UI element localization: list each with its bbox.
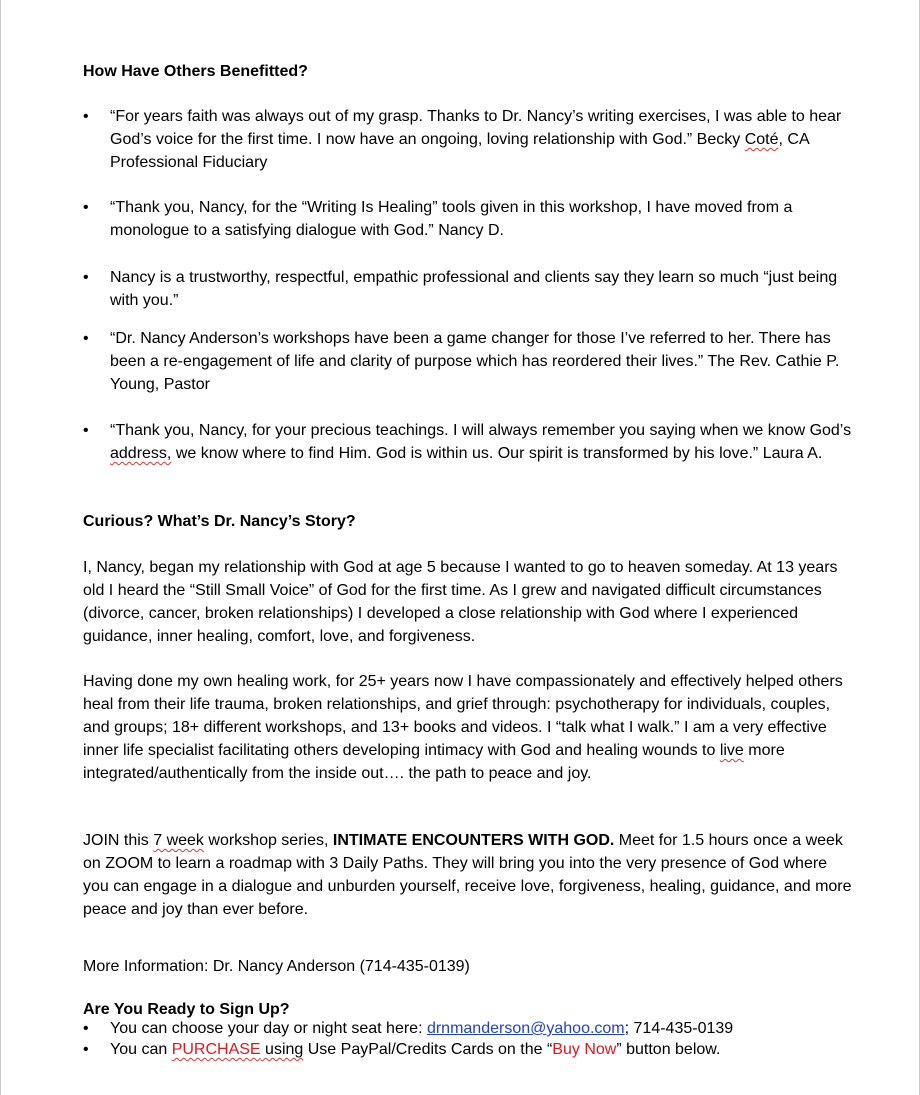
testimonial-text: “Thank you, Nancy, for the “Writing Is Healing” tools given in this workshop, I have moved from a monologue to a satisfying dialogue with God.” Nancy D.	[110, 199, 793, 239]
bullet: •	[83, 108, 89, 125]
bullet: •	[83, 199, 89, 216]
bullet: •	[83, 1041, 89, 1058]
buy-now-text: Buy Now	[552, 1041, 617, 1058]
testimonial-text: “For years faith was always out of my grasp. Thanks to Dr. Nancy’s writing exercises, I was able to hear God’s voice for the first time. I now have an ongoing, loving relationship with God.” Becky Coté, CA Professional Fiduciary	[110, 108, 842, 171]
email-link[interactable]: drnmanderson@yahoo.com	[426, 1020, 625, 1037]
testimonial-text: “Dr. Nancy Anderson’s workshops have been a game changer for those I’ve referred to her. There has been a re-engagement of life and clarity of purpose which has reordered their lives.” The Rev. Cathie P. Young, Pastor	[110, 330, 840, 393]
testimonial-text: Nancy is a trustworthy, respectful, empathic professional and clients say they learn so much “just being with you.”	[110, 269, 838, 309]
bullet: •	[83, 1020, 89, 1037]
spell-flag: live	[719, 742, 744, 759]
bullet: •	[83, 269, 89, 286]
spell-flag: 7 week	[153, 832, 204, 849]
testimonial-text: “Thank you, Nancy, for your precious teachings. I will always remember you saying when we know God’s address, we know where to find Him. God is within us. Our spirit is transformed by his love.” Laura A.	[110, 422, 852, 462]
bullet: •	[83, 330, 89, 347]
workshop-title: INTIMATE ENCOUNTERS WITH GOD.	[332, 832, 615, 849]
story-paragraph: Having done my own healing work, for 25+ years now I have compassionately and effectively helped others heal from their life trauma, broken relationships, and grief through: psychotherapy for individuals, couples, and groups; 18+ different workshops, and 13+ books and videos. I “talk what I walk.” I am a very effective inner life specialist facilitating others developing intimacy with God and healing wounds to live more integrated/authentically from the inside out…. the path to peace and joy.	[83, 673, 843, 782]
more-information: More Information: Dr. Nancy Anderson (714-435-0139)	[83, 958, 470, 975]
spell-flag: Coté	[744, 131, 779, 148]
join-paragraph: JOIN this 7 week workshop series, INTIMATE ENCOUNTERS WITH GOD. Meet for 1.5 hours once a week on ZOOM to learn a roadmap with 3 Daily Paths. They will bring you into the very presence of God where you can engage in a dialogue and unburden yourself, receive love, forgiveness, healing, guidance, and more peace and joy than ever before.	[83, 832, 852, 918]
heading-signup: Are You Ready to Sign Up?	[83, 1001, 290, 1018]
bullet: •	[83, 422, 89, 439]
spell-flag: address,	[110, 445, 172, 462]
purchase-text: PURCHASE	[171, 1041, 261, 1058]
heading-story: Curious? What’s Dr. Nancy’s Story?	[83, 513, 356, 530]
spell-flag: using	[260, 1041, 304, 1058]
heading-benefitted: How Have Others Benefitted?	[83, 63, 308, 80]
document-page: How Have Others Benefitted? • “For years faith was always out of my grasp. Thanks to Dr. Nancy’s writing exercises, I was able to hear God’s voice for the first time. I now have an ongoing, loving relationship with God.” Becky Coté, CA Professional Fiduciary • “Thank you, Nancy, for the “Writing Is Healing” tools given in this workshop, I have moved from a monologue to a satisfying dialogue with God.” Nancy D. • Nancy is a trustworthy, respectful, empathic professional and clients say they learn so much “just being with you.” • “Dr. Nancy Anderson’s workshops have been a game changer for those I’ve referred to her. There has been a re-engagement of life and clarity of purpose which has reordered their lives.” The Rev. Cathie P. Young, Pastor • “Thank you, Nancy, for your precious teachings. I will always remember you saying when we know God’s address, we know where to find Him. God is within us. Our spirit is transformed by his love.” Laura A. Curious? What’s Dr. Nancy’s Story? I, Nancy, began my relationship with God at age 5 because I wanted to go to heaven someday. At 13 years old I heard the “Still Small Voice” of God for the first time. As I grew and navigated difficult circumstances (divorce, cancer, broken relationships) I developed a close relationship with God where I experienced guidance, inner healing, comfort, love, and forgiveness. Having done my own healing work, for 25+ years now I have compassionately and effectively helped others heal from their life trauma, broken relationships, and grief through: psychotherapy for individuals, couples, and groups; 18+ different workshops, and 13+ books and videos. I “talk what I walk.” I am a very effective inner life specialist facilitating others developing intimacy with God and healing wounds to live more integrated/authentically from the inside out…. the path to peace and joy. JOIN this 7 week workshop series, INTIMATE ENCOUNTERS WITH GOD. Meet for 1.5 hours once a week on ZOOM to learn a roadmap with 3 Daily Paths. They will bring you into the very presence of God where you can engage in a dialogue and unburden yourself, receive love, forgiveness, healing, guidance, and more peace and joy than ever before. More Information: Dr. Nancy Anderson (714-435-0139) Are You Ready to Sign Up? • You can choose your day or night seat here: drnmanderson@yahoo.com; 714-435-0139 • You can PURCHASE using Use PayPal/Credits Cards on the “Buy Now” button below.	[0, 0, 920, 1095]
story-paragraph: I, Nancy, began my relationship with God at age 5 because I wanted to go to heaven someday. At 13 years old I heard the “Still Small Voice” of God for the first time. As I grew and navigated difficult circumstances (divorce, cancer, broken relationships) I developed a close relationship with God where I experienced guidance, inner healing, comfort, love, and forgiveness.	[83, 559, 838, 645]
